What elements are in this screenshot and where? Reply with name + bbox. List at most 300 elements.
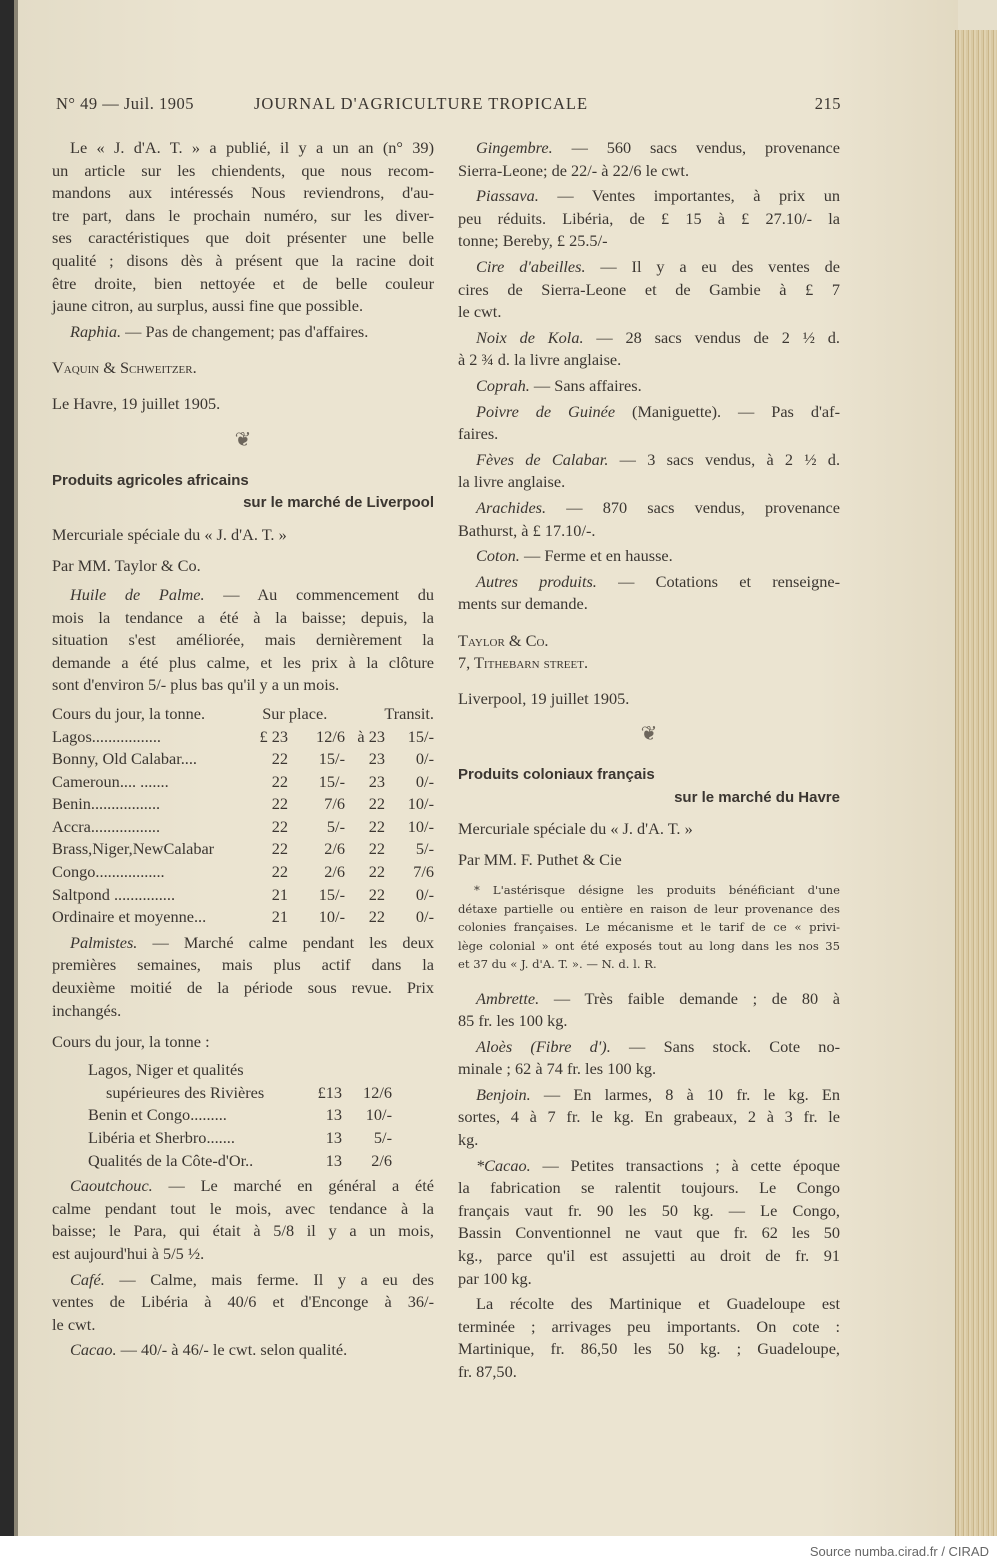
line-text: — Pas de changement; pas d'affaires. [121,321,369,341]
line-text: deuxième moitié de la période sous revue. Prix [52,978,434,998]
text-line [458,1338,840,1361]
table-cell: 10/- [407,816,434,836]
line-text: demande a été plus calme, et les prix à la clôture [52,652,434,672]
line-text: Sierra-Leone; de 22/- à 22/6 le cwt. [458,160,690,180]
text-line [458,1268,840,1291]
table-row [52,816,434,839]
table-cell: 12/6 [363,1082,392,1102]
table-cell: 22 [368,794,385,814]
item-name: Benjoin. [476,1084,531,1104]
text-line [458,423,840,446]
table-cell: 22 [368,907,385,927]
ornament-icon: ❦ [234,428,252,451]
section-subheading: sur le marché du Havre [674,788,840,806]
table-cell: 5/- [373,1128,392,1147]
heading-block [52,470,434,515]
table-cell: 23 [368,749,385,769]
text-line [458,471,840,494]
table-cell: Cameroun.... ....... [52,771,169,791]
table-row [88,1059,434,1082]
table-cell: 7/6 [413,862,434,882]
line-text: 7, Tithebarn street. [458,652,589,672]
item-name: Palmistes. [70,932,138,952]
line-text: faires. [458,424,499,444]
line-text: fr. 87,50. [458,1362,517,1381]
table-cell: Lagos................. [52,726,161,746]
text-line [458,652,840,674]
line-text: la livre anglaise. [458,472,566,492]
line-text: — Il y a eu des ventes de [585,256,840,276]
table-cell: 0/- [415,907,434,927]
text-line [52,1198,434,1221]
item-name: Piassava. [476,186,539,206]
line-text: colonies françaises. Le mécanisme et le tarif de ce « privi- [458,920,840,935]
table-cell: 22 [368,839,385,859]
table-cell: 21 [271,884,288,904]
text-line [52,137,434,160]
sig-block [458,630,840,674]
text-line [458,844,840,875]
text-line [52,1269,434,1292]
text-line [458,688,840,711]
table-cell: 13 [325,1150,342,1170]
text-line [52,321,434,344]
text-line [52,227,434,250]
para-block [458,137,840,182]
line-text: Par MM. Taylor & Co. [52,555,201,575]
para-block [52,1339,434,1362]
line-text: et 37 du « J. d'A. T. ». — N. d. l. R. [458,957,657,972]
table-cell: 22 [271,794,288,814]
line-text: 85 fr. les 100 kg. [458,1011,568,1031]
table-cell: 10/- [407,794,434,814]
text-line [52,1339,434,1362]
center-block [458,813,840,875]
para-block [52,1269,434,1337]
text-line [458,1177,840,1200]
table-cell: 15/- [318,771,345,791]
text-line [458,1084,840,1107]
ornament-block [52,416,434,464]
table-cell: Qualités de la Côte-d'Or.. [88,1150,254,1170]
text-line [458,1010,840,1033]
line-text: — Calme, mais ferme. Il y a eu des [104,1269,434,1289]
item-name: Aloès (Fibre d'). [476,1036,611,1056]
small-block [458,881,840,973]
center-block [52,519,434,581]
line-text: ses caractéristiques que doit présenter une belle [52,228,434,248]
text-line [458,279,840,302]
section-subheading: sur le marché de Liverpool [243,494,434,512]
text-line [458,900,840,918]
line-text: par 100 kg. [458,1268,532,1288]
table2-block [88,1059,434,1172]
line-text: Le Havre, 19 juillet 1905. [52,394,221,414]
text-line [52,295,434,318]
para-block [458,1036,840,1081]
text-line [52,182,434,205]
item-name: Coton. [476,546,520,566]
line-text: Le « J. d'A. T. » a publié, il y a un an (n° 39) [70,138,434,157]
table-cell: 13 [325,1128,342,1147]
table-cell: 22 [368,884,385,904]
line-text: mandons aux intéressés Nous reviendrons, d'au- [52,183,434,203]
table-cell: Benin et Congo......... [88,1105,227,1125]
text-line [52,674,434,697]
line-text: sortes, 4 à 7 fr. le kg. En grabeaux, 2 à 3 fr. le [458,1107,840,1127]
line-text: détaxe partielle ou entière en raison de leur provenance des [458,901,840,916]
section-heading: Produits agricoles africains [52,471,249,489]
text-line [458,937,840,955]
text-line [458,1293,840,1316]
text-line [52,1000,434,1023]
text-line [458,1361,840,1384]
line-text: — Ferme et en hausse. [519,546,673,566]
table-cell: à 23 [357,726,385,746]
text-line [458,137,840,160]
ornament-icon: ❦ [640,723,658,746]
line-text: être droite, bien nettoyée et de belle couleur [52,273,434,293]
line-text: qualité ; disons dès à présent que la racine doit [52,250,434,270]
item-name: Noix de Kola. [476,327,584,347]
line-text: — Petites transactions ; à cette époque [530,1155,840,1175]
line-text: Martinique, fr. 86,50 les 50 kg. ; Guadeloupe, [458,1339,840,1359]
line-text: la fabrication se ralentit toujours. Le Congo [458,1178,840,1198]
table-row [52,861,434,884]
table-cell: 22 [368,862,385,882]
table-cell: 22 [271,749,288,769]
item-name: Coprah. [476,375,530,395]
table-header-cell: Sur place. [262,703,328,723]
table-row [52,906,434,929]
text-line [458,1200,840,1223]
table-cell: 12/6 [316,726,345,746]
text-line [52,1175,434,1198]
line-text: — 3 sacs vendus, à 2 ½ d. [608,449,841,469]
line-text: peu réduits. Libéria, de £ 15 à £ 27.10/- la [458,208,840,228]
table-cell: 5/- [415,839,434,859]
line-text: — Sans affaires. [529,375,642,395]
text-line [458,301,840,324]
text-line [52,629,434,652]
table-cell: Brass,Niger,NewCalabar [52,839,215,859]
line-text: Vaquin & Schweitzer. [52,358,197,378]
page-stack-edge [955,30,997,1536]
text-line [458,497,840,520]
line-text: Bassin Conventionnel ne vaut que fr. 62 les 50 [458,1223,840,1243]
text-line [458,349,840,372]
text-line [52,1314,434,1337]
para-block [458,185,840,253]
para-block [458,571,840,616]
line-text: kg., parce qu'il est assujetti au droit de fr. 91 [458,1246,840,1266]
text-line [458,160,840,183]
table-cell: Congo................. [52,862,165,882]
item-name: Raphia. [70,321,122,341]
table-cell: 22 [271,771,288,791]
line-text: est aujourd'hui à 5/5 ½. [52,1243,205,1263]
table-row [88,1104,434,1127]
line-text: — 28 sacs vendus de 2 ½ d. [583,327,840,347]
sig-block [52,357,434,379]
text-line [52,273,434,296]
para-block [458,545,840,568]
line-text: Cours du jour, la tonne : [52,1032,210,1052]
line-text: Par MM. F. Puthet & Cie [458,850,622,870]
line-text: à 2 ¾ d. la livre anglaise. [458,350,622,370]
line-text: * L'astérisque désigne les produits bénéficiant d'une [474,883,840,898]
table-cell: 5/- [326,816,345,836]
table-cell: 10/- [365,1105,392,1125]
item-name: Cire d'abeilles. [476,256,586,276]
table-header-cell: Transit. [384,703,434,723]
line-text: sont d'environ 5/- plus bas qu'il y a un mois. [52,675,340,695]
table-header [52,703,434,726]
item-name: Poivre de Guinée [476,401,616,421]
line-text: le cwt. [458,302,502,322]
para-block [458,256,840,324]
line-text: mois la tendance a été à la baisse; depuis, la [52,607,434,627]
table-cell: 0/- [415,749,434,769]
table-cell: 22 [368,816,385,836]
binding-edge [0,0,18,1536]
table-cell: £ 23 [259,726,288,746]
table-cell: 2/6 [371,1150,392,1170]
heading-block [458,764,840,809]
para-block [52,137,434,318]
table-cell: 22 [271,862,288,882]
line-text: — Cotations et renseigne- [596,571,840,591]
line-text: kg. [458,1130,479,1150]
table-row [88,1127,434,1150]
table-cell: 15/- [318,749,345,769]
line-text: Mercuriale spéciale du « J. d'A. T. » [52,524,287,544]
text-line [52,1291,434,1314]
item-name: Fèves de Calabar. [476,449,609,469]
line-text: ventes de Libéria à 40/6 et d'Enconge à 36/- [52,1292,434,1312]
line-text: tre part, dans le prochain numéro, sur les diver- [52,205,434,225]
line-text: ments sur demande. [458,594,588,614]
section-heading: Produits coloniaux français [458,766,655,784]
line-text: — Ventes importantes, à prix un [538,186,840,206]
line-text: — Sans stock. Cote no- [610,1036,841,1056]
line-text: — En larmes, 8 à 10 fr. le kg. En [530,1084,840,1104]
table-cell: £13 [317,1082,342,1102]
text-line [458,1155,840,1178]
text-line [52,250,434,273]
para-block [458,1293,840,1383]
table-cell: 0/- [415,771,434,791]
text-line [458,327,840,350]
text-line [458,955,840,973]
center-block [52,1026,434,1057]
line-text: un article sur les chiendents, que nous recom- [52,160,434,180]
item-name: Autres produits. [476,571,597,591]
table-cell: Accra................. [52,816,161,836]
dateline-block [458,688,840,711]
text-line [458,1316,840,1339]
line-text: terminée ; arrivages peu importants. On cote : [458,1316,840,1336]
table-cell: 22 [271,816,288,836]
text-line [458,1222,840,1245]
table-block [52,703,434,929]
table-cell: Benin................. [52,794,161,814]
para-block [458,1155,840,1291]
text-line [458,520,840,543]
line-text: — Marché calme pendant les deux [137,932,434,952]
text-line [458,1129,840,1152]
table-row [88,1082,434,1105]
text-line [458,593,840,616]
para-block [458,449,840,494]
line-text: Taylor & Co. [458,630,549,650]
text-line [458,1058,840,1081]
table-row [88,1150,434,1173]
ornament-block [458,710,840,758]
line-text: français vaut fr. 90 les 50 kg. — Le Congo, [458,1200,840,1220]
line-text: jaune citron, au surplus, aussi fine que possible. [52,296,364,316]
table-cell: 2/6 [324,839,345,859]
line-text: — Le marché en général a été [152,1176,434,1196]
table-cell: 2/6 [324,862,345,882]
para-block [52,1175,434,1265]
line-text: — 560 sacs vendus, provenance [552,138,840,157]
line-text: inchangés. [52,1000,122,1020]
line-text: La récolte des Martinique et Guadeloupe est [476,1294,840,1314]
para-block [458,1084,840,1152]
para-block [458,327,840,372]
item-name: Gingembre. [476,138,553,157]
line-text: minale ; 62 à 74 fr. les 100 kg. [458,1059,657,1079]
para-block [52,321,434,344]
text-line [458,230,840,253]
text-line [52,160,434,183]
table-cell: Ordinaire et moyenne... [52,907,207,927]
item-name: Cacao. [70,1340,117,1360]
item-name: Ambrette. [476,988,540,1008]
table-cell: 22 [271,839,288,859]
issue-label: N° 49 — Juil. 1905 [56,94,194,113]
para-block [458,497,840,542]
line-text: calme pendant tout le mois, avec tendance à la [52,1198,434,1218]
text-line [52,584,434,607]
line-text: — Très faible demande ; de 80 à [539,988,840,1008]
text-line [458,630,840,652]
text-line [52,1220,434,1243]
text-line [52,1026,434,1057]
text-line [52,357,434,379]
table-cell: Libéria et Sherbro....... [88,1128,235,1147]
line-text: Bathurst, à £ 17.10/-. [458,520,596,540]
table-cell: Saltpond ............... [52,884,176,904]
table-cell: 15/- [407,726,434,746]
text-line [52,1243,434,1266]
para-block [458,988,840,1033]
line-text: — 40/- à 46/- le cwt. selon qualité. [116,1340,348,1360]
text-line [458,988,840,1011]
table-cell: 13 [325,1105,342,1125]
table-cell: supérieures des Rivières [106,1082,265,1102]
table-cell: 0/- [415,884,434,904]
line-text: — Au commencement du [204,584,434,604]
text-line [52,607,434,630]
text-line [52,205,434,228]
table-row [52,793,434,816]
line-text: (Maniguette). — Pas d'af- [615,401,840,421]
table-cell: 7/6 [324,794,345,814]
text-line [458,1106,840,1129]
text-line [458,881,840,899]
line-text: premières semaines, mais plus actif dans la [52,955,434,975]
line-text: Mercuriale spéciale du « J. d'A. T. » [458,819,693,839]
table-row [52,726,434,749]
line-text: baisse; le Para, qui était à 5/8 il y a un mois, [52,1221,434,1241]
journal-title: JOURNAL D'AGRICULTURE TROPICALE [254,94,589,113]
text-line [458,545,840,568]
text-line [458,813,840,844]
table-header-cell: Cours du jour, la tonne. [52,703,206,723]
item-name: *Cacao. [476,1155,531,1175]
running-header [56,94,841,118]
source-credit: Source numba.cirad.fr / CIRAD [809,1544,989,1559]
text-line [52,393,434,416]
line-text: tonne; Bereby, £ 25.5/- [458,231,608,251]
item-name: Arachides. [476,497,547,517]
table-cell: 10/- [318,907,345,927]
text-line [458,1036,840,1059]
text-line [458,1245,840,1268]
table-cell [300,1059,342,1082]
text-line [458,571,840,594]
line-text: cires de Sierra-Leone et de Gambie à £ 7 [458,279,840,299]
text-line [458,401,840,424]
line-text: situation s'est améliorée, mais dernièrement la [52,630,434,650]
line-text: Liverpool, 19 juillet 1905. [458,688,630,708]
text-line [458,449,840,472]
table-cell: Bonny, Old Calabar.... [52,749,198,769]
text-line [458,918,840,936]
table-cell: 23 [368,771,385,791]
table-cell: 15/- [318,884,345,904]
table-cell [342,1059,392,1082]
text-line [458,185,840,208]
table-row [52,884,434,907]
dateline-block [52,393,434,416]
table-cell: Lagos, Niger et qualités [88,1060,244,1080]
item-name: Café. [70,1269,105,1289]
text-line [458,256,840,279]
para-block [52,584,434,697]
text-line [458,375,840,398]
para-block [52,932,434,1022]
table-row [52,748,434,771]
page-number: 215 [814,94,841,113]
table-cell: 21 [271,907,288,927]
text-line [52,550,434,581]
table-row [52,838,434,861]
right-column [458,137,840,1384]
item-name: Huile de Palme. [70,584,205,604]
text-line [52,954,434,977]
para-block [458,401,840,446]
text-line [52,652,434,675]
text-line [52,519,434,550]
line-text: — 870 sacs vendus, provenance [546,497,840,517]
line-text: le cwt. [52,1314,96,1334]
item-name: Caoutchouc. [70,1176,153,1196]
para-block [458,375,840,398]
left-column [52,137,434,1362]
